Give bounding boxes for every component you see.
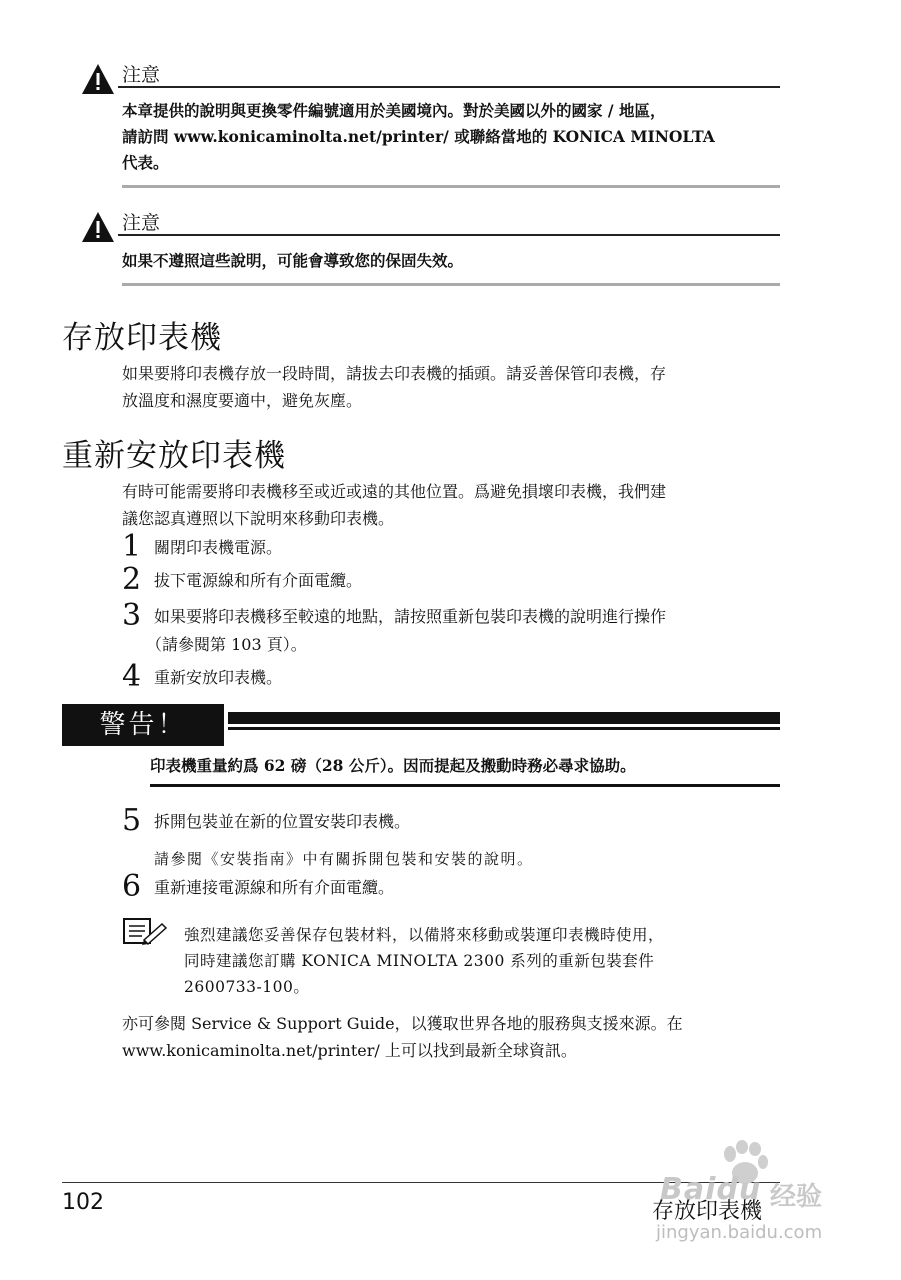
step-subnote: 請參閱《安裝指南》中有關拆開包裝和安裝的說明。 bbox=[154, 850, 534, 868]
paragraph-line: www.konicaminolta.net/printer/ 上可以找到最新全球資訊。 bbox=[122, 1041, 577, 1060]
note-line: 同時建議您訂購 KONICA MINOLTA 2300 系列的重新包裝套件 bbox=[184, 952, 655, 970]
warning-thin-rule bbox=[228, 727, 780, 730]
warning-block bbox=[62, 704, 782, 792]
section-heading-relocating: 重新安放印表機 bbox=[62, 438, 286, 474]
caution-top-rule bbox=[118, 234, 780, 236]
caution-text bbox=[122, 98, 782, 176]
paragraph-line: 有時可能需要將印表機移至或近或遠的其他位置。爲避免損壞印表機，我們建 bbox=[122, 482, 667, 501]
step-text: 重新連接電源線和所有介面電纜。 bbox=[154, 878, 395, 897]
watermark-brand-cn: 经验 bbox=[770, 1182, 823, 1212]
watermark-brand: Baidu bbox=[660, 1172, 762, 1207]
note-pencil-icon bbox=[122, 916, 170, 948]
section-heading-storing: 存放印表機 bbox=[62, 320, 222, 356]
note-line: 強烈建議您妥善保存包裝材料，以備將來移動或裝運印表機時使用， bbox=[184, 926, 665, 944]
paragraph-line: 放溫度和濕度要適中，避免灰塵。 bbox=[122, 391, 363, 410]
watermark-url: jingyan.baidu.com bbox=[656, 1222, 823, 1243]
note-line: 2600733-100。 bbox=[184, 978, 310, 996]
caution-bottom-rule bbox=[122, 185, 780, 188]
caution-line: 代表。 bbox=[122, 153, 169, 172]
warning-heavy-rule bbox=[228, 712, 780, 724]
closing-paragraph bbox=[122, 1010, 782, 1064]
caution-text: 如果不遵照這些說明，可能會導致您的保固失效。 bbox=[122, 251, 464, 270]
step-number: 6 bbox=[122, 869, 142, 904]
warning-text: 印表機重量約爲 62 磅（28 公斤）。因而提起及搬動時務必尋求協助。 bbox=[150, 756, 636, 775]
step-text-continued: （請參閱第 103 頁）。 bbox=[146, 635, 307, 654]
baidu-watermark bbox=[630, 1140, 880, 1250]
caution-line: 請訪問 www.konicaminolta.net/printer/ 或聯絡當地的 KONICA MINOLTA bbox=[122, 127, 715, 146]
paragraph-line: 亦可參閱 Service & Support Guide，以獲取世界各地的服務與支援來源。在 bbox=[122, 1014, 683, 1033]
step-number: 2 bbox=[122, 562, 142, 597]
footer-section-title: 存放印表機 bbox=[652, 1199, 763, 1224]
caution-block-2 bbox=[80, 206, 780, 292]
note-text bbox=[184, 922, 784, 1000]
paragraph-line: 議您認真遵照以下說明來移動印表機。 bbox=[122, 509, 395, 528]
warning-label-box: 警告！ bbox=[62, 704, 224, 746]
caution-top-rule bbox=[118, 86, 780, 88]
caution-bottom-rule bbox=[122, 283, 780, 286]
step-number: 5 bbox=[122, 803, 142, 838]
step-text: 拆開包裝並在新的位置安裝印表機。 bbox=[154, 812, 411, 831]
caution-line: 本章提供的說明與更換零件編號適用於美國境內。對於美國以外的國家 / 地區， bbox=[122, 101, 666, 120]
step-text: 關閉印表機電源。 bbox=[154, 538, 283, 557]
step-text: 重新安放印表機。 bbox=[154, 668, 283, 687]
step-number: 4 bbox=[122, 659, 142, 694]
step-text: 拔下電源線和所有介面電纜。 bbox=[154, 571, 363, 590]
caution-title: 注意 bbox=[122, 212, 161, 234]
warning-bottom-rule bbox=[150, 784, 780, 787]
page-number: 102 bbox=[62, 1190, 104, 1215]
note-block bbox=[122, 916, 782, 1000]
storing-paragraph bbox=[122, 360, 782, 414]
caution-block-1 bbox=[80, 58, 780, 192]
warning-triangle-icon bbox=[80, 210, 116, 244]
paragraph-line: 如果要將印表機存放一段時間，請拔去印表機的插頭。請妥善保管印表機，存 bbox=[122, 364, 667, 383]
step-number: 1 bbox=[122, 529, 142, 564]
caution-title: 注意 bbox=[122, 64, 161, 86]
step-number: 3 bbox=[122, 598, 142, 633]
warning-triangle-icon bbox=[80, 62, 116, 96]
relocating-intro bbox=[122, 478, 784, 532]
step-text: 如果要將印表機移至較遠的地點，請按照重新包裝印表機的說明進行操作 bbox=[154, 607, 667, 626]
